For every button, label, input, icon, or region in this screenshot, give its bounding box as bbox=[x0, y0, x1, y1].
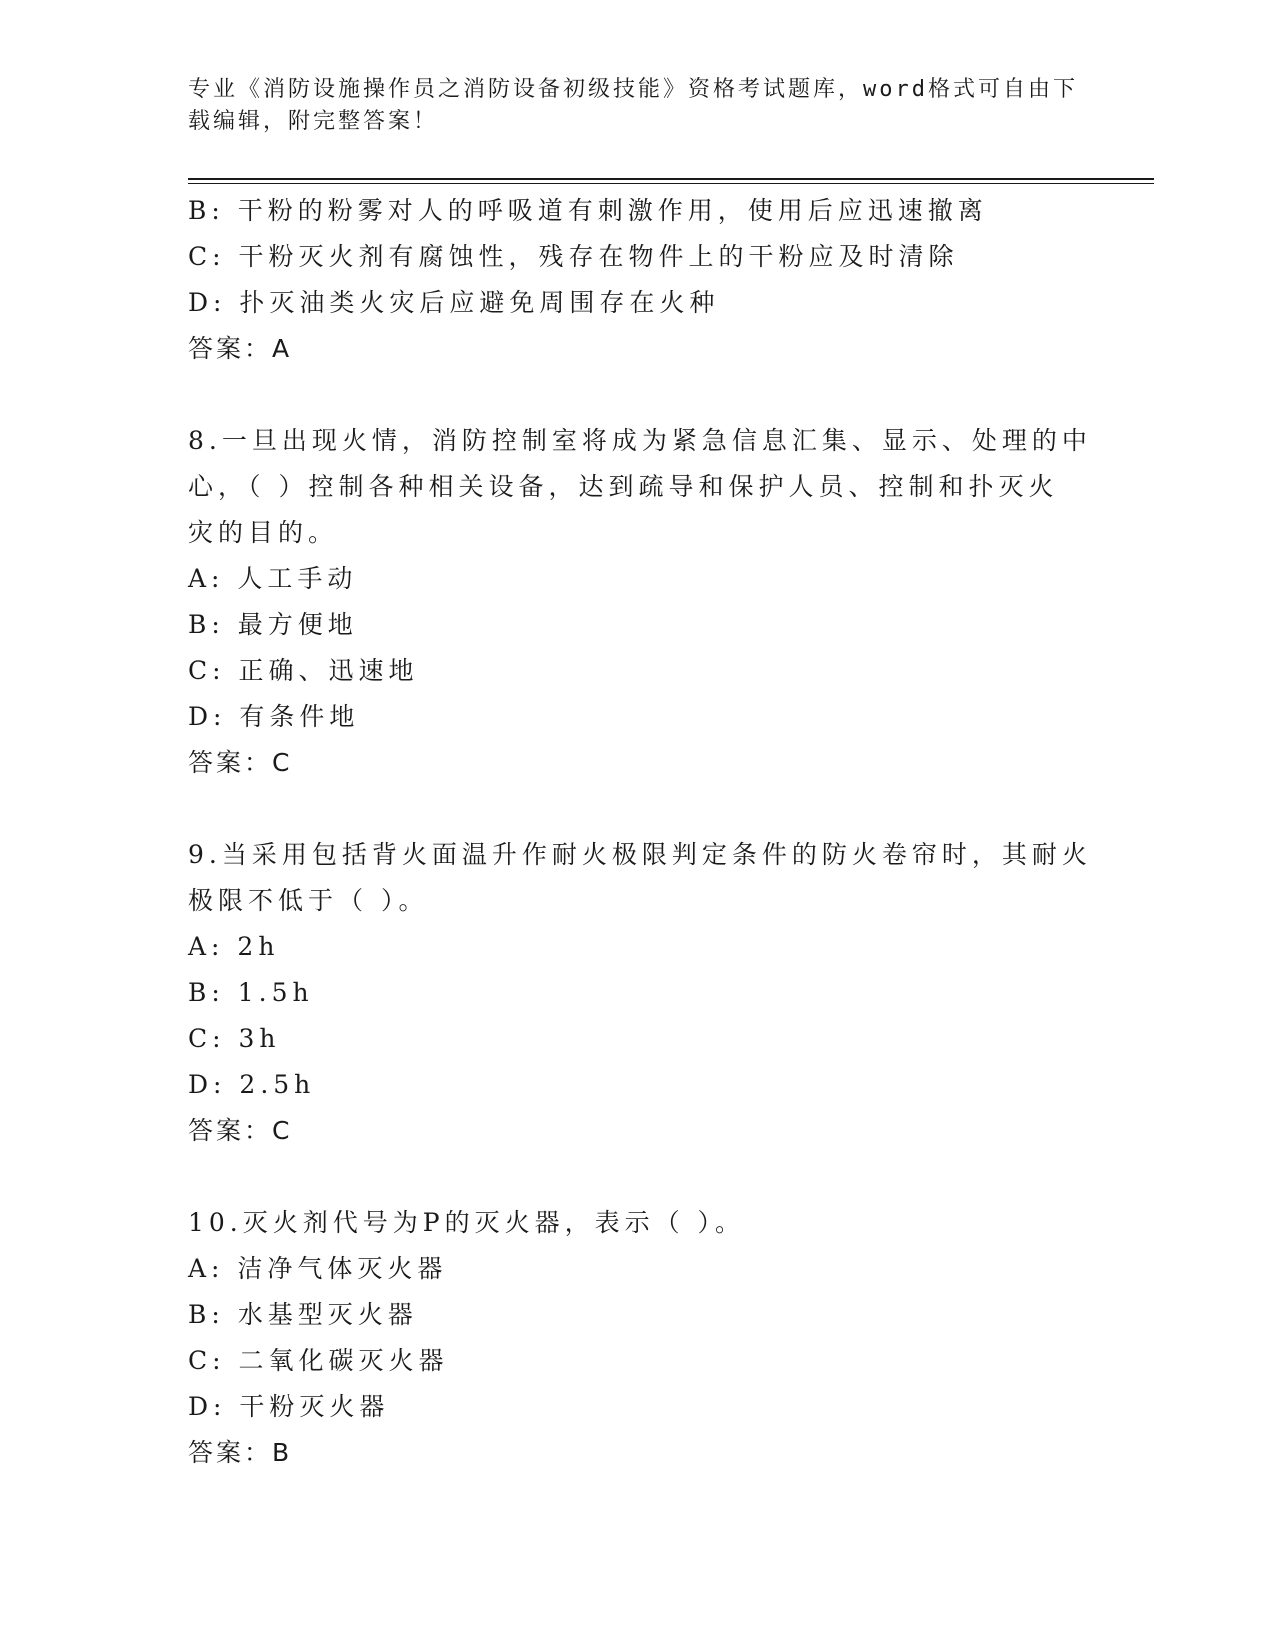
option-a: A: 洁净气体灭火器 bbox=[188, 1254, 448, 1283]
question-stem-line: 10.灭火剂代号为P的灭火器，表示（ ）。 bbox=[188, 1208, 746, 1237]
question-stem-line: 灾的目的。 bbox=[188, 518, 339, 547]
option-b: B: 水基型灭火器 bbox=[188, 1300, 418, 1329]
option-d: D: 2.5h bbox=[188, 1070, 316, 1099]
option-c: C: 二氧化碳灭火器 bbox=[188, 1346, 449, 1375]
question-stem-line: 9.当采用包括背火面温升作耐火极限判定条件的防火卷帘时，其耐火 bbox=[188, 840, 1092, 869]
header-divider-thin bbox=[188, 183, 1154, 184]
option-c: C: 3h bbox=[188, 1024, 281, 1053]
question-stem-line: 心，（ ）控制各种相关设备，达到疏导和保护人员、控制和扑灭火 bbox=[188, 472, 1059, 501]
question-stem-line: 8.一旦出现火情，消防控制室将成为紧急信息汇集、显示、处理的中 bbox=[188, 426, 1092, 455]
option-b: B: 干粉的粉雾对人的呼吸道有刺激作用，使用后应迅速撤离 bbox=[188, 196, 988, 225]
answer-label: 答案：A bbox=[188, 334, 293, 363]
question-7-continued bbox=[188, 188, 1088, 372]
spacer bbox=[188, 786, 1088, 832]
question-9 bbox=[188, 832, 1092, 1154]
spacer bbox=[188, 372, 1088, 418]
option-d: D: 扑灭油类火灾后应避免周围存在火种 bbox=[188, 288, 720, 317]
question-8 bbox=[188, 418, 1092, 786]
question-list bbox=[188, 188, 1092, 1476]
option-d: D: 有条件地 bbox=[188, 702, 360, 731]
option-c: C: 干粉灭火剂有腐蚀性，残存在物件上的干粉应及时清除 bbox=[188, 242, 959, 271]
option-a: A: 2h bbox=[188, 932, 280, 961]
option-a: A: 人工手动 bbox=[188, 564, 358, 593]
answer-label: 答案：C bbox=[188, 1116, 293, 1145]
document-header bbox=[188, 74, 1088, 138]
spacer bbox=[188, 1154, 1088, 1200]
question-10 bbox=[188, 1200, 1088, 1476]
answer-label: 答案：C bbox=[188, 748, 293, 777]
option-b: B: 1.5h bbox=[188, 978, 314, 1007]
question-stem-line: 极限不低于（ ）。 bbox=[188, 886, 429, 915]
option-d: D: 干粉灭火器 bbox=[188, 1392, 390, 1421]
header-line-2: 载编辑，附完整答案！ bbox=[188, 109, 439, 134]
answer-label: 答案：B bbox=[188, 1438, 293, 1467]
header-divider-thick bbox=[188, 178, 1154, 180]
header-line-1: 专业《消防设施操作员之消防设备初级技能》资格考试题库，word格式可自由下 bbox=[188, 77, 1078, 102]
option-c: C: 正确、迅速地 bbox=[188, 656, 419, 685]
option-b: B: 最方便地 bbox=[188, 610, 358, 639]
